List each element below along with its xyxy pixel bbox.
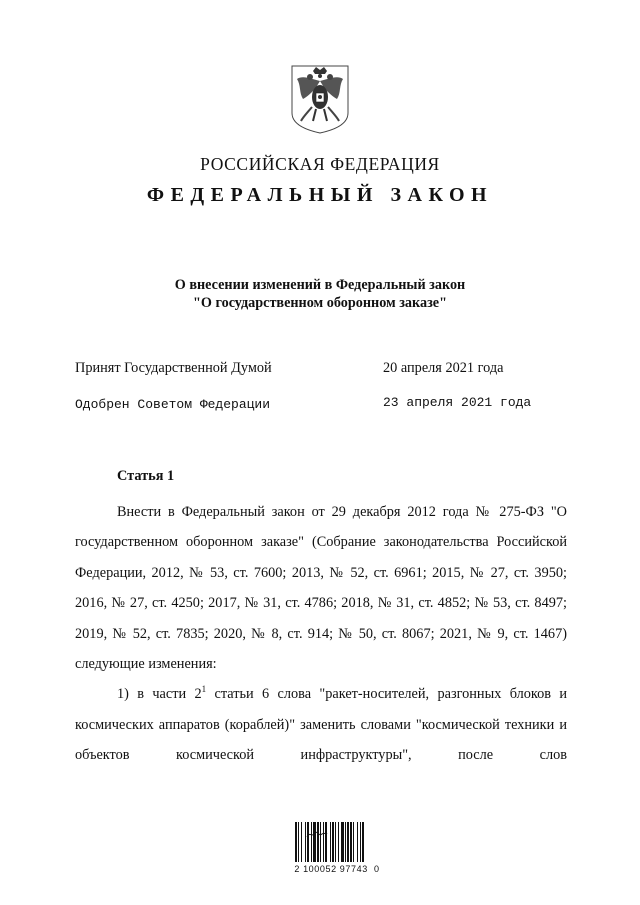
document-type-heading: ФЕДЕРАЛЬНЫЙ ЗАКОН [146, 184, 494, 206]
item-1-superscript: 1 [201, 684, 207, 695]
duma-adoption-date: 20 апреля 2021 года [383, 360, 504, 376]
barcode-bars [295, 822, 381, 862]
duma-adoption-label: Принят Государственной Думой [75, 360, 272, 376]
article-item-1-paragraph [75, 679, 567, 770]
council-approval-label: Одобрен Советом Федерации [75, 397, 271, 412]
law-title-line-2: "О государственном оборонном заказе" [193, 295, 447, 311]
barcode-number: 2 100052 97743 0 [294, 864, 380, 874]
article-heading: Статья 1 [117, 468, 175, 484]
council-approval-date: 23 апреля 2021 года [383, 395, 532, 410]
law-title-line-1: О внесении изменений в Федеральный закон [174, 277, 466, 293]
article-intro-paragraph: Внести в Федеральный закон от 29 декабря 2012 года № 275-ФЗ "О государственном оборонном заказе" (Собрание законодательства Российской Федерации, 2012, № 53, ст. 7600; 2013, № 52, ст. 6961; 2015, № 27, ст. 3950; 2016, № 27, ст. 4250; 2017, № 31, ст. 4786; 2018, № 31, ст. 4852; № 53, ст. 8497; 2019, № 52, ст. 7835; 2020, № 8, ст. 914; № 50, ст. 8067; 2021, № 9, ст. 1467) следующие изменения: [75, 504, 567, 673]
state-emblem-icon [289, 63, 351, 135]
barcode [295, 822, 381, 867]
country-heading: РОССИЙСКАЯ ФЕДЕРАЦИЯ [200, 154, 440, 174]
item-1-start: 1) в части 2 [117, 686, 202, 703]
law-title [0, 276, 640, 312]
article-body [75, 497, 567, 771]
item-1-text: статьи 6 слова "ракет-носителей, разгонных блоков и космических аппаратов (кораблей)" заменить словами "космической техники и объектов космической инфраструктуры", после слов [75, 686, 568, 764]
